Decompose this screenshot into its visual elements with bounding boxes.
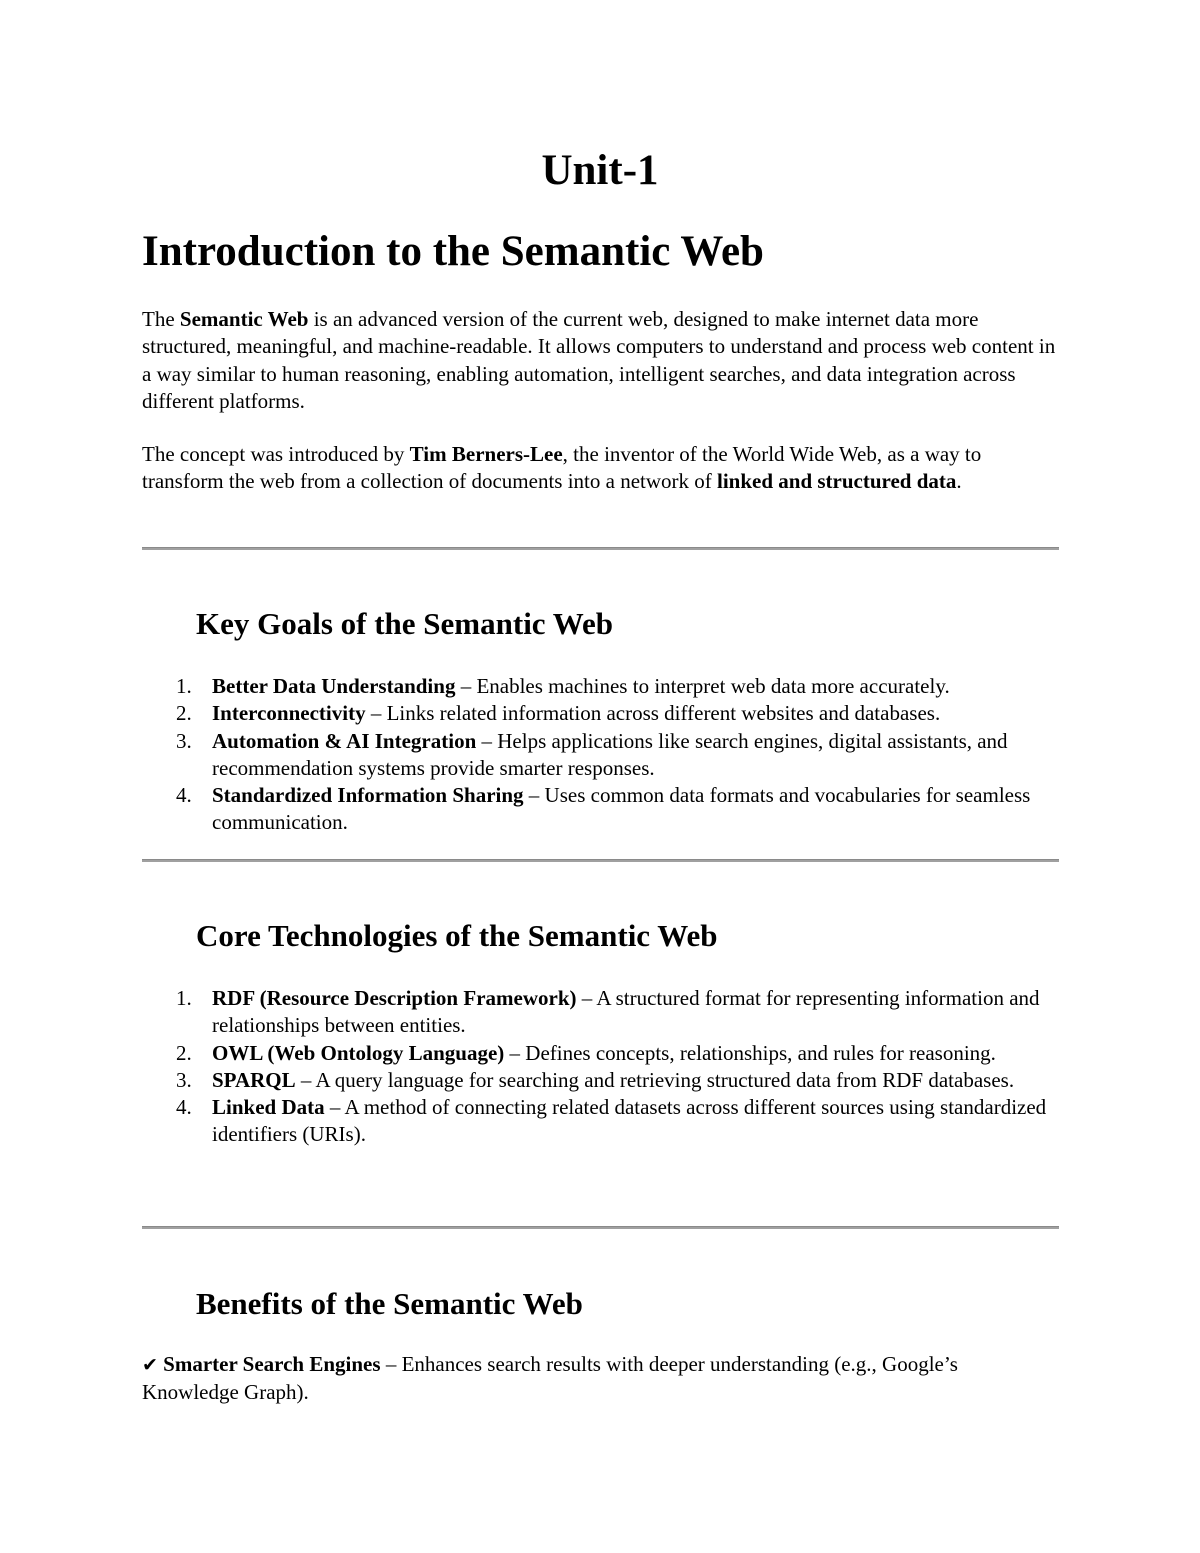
list-item bbox=[142, 1094, 1052, 1149]
intro-p2-bold-2: linked and structured data bbox=[717, 469, 957, 494]
list-item-term: RDF (Resource Description Framework) bbox=[212, 986, 577, 1010]
page-title: Introduction to the Semantic Web bbox=[142, 228, 764, 275]
intro-p1-post: is an advanced version of the current web, designed to make internet data more structured, meaningful, and machine-readable. It allows computers to understand and process web content in a way similar to human reasoning, enabling automation, intelligent searches, and data integration across different platforms. bbox=[142, 307, 1056, 413]
list-item-text: – A query language for searching and retrieving structured data from RDF databases. bbox=[295, 1067, 1015, 1092]
intro-p2-bold-1: Tim Berners-Lee bbox=[409, 442, 563, 466]
list-item-text: – A structured format for representing information and relationships between entities. bbox=[212, 986, 1040, 1038]
intro-paragraph-1 bbox=[142, 306, 1057, 415]
benefit-item bbox=[142, 1351, 1042, 1407]
list-item-term: Better Data Understanding bbox=[212, 674, 456, 698]
list-number: 3. bbox=[176, 728, 192, 753]
unit-title: Unit-1 bbox=[541, 147, 659, 194]
list-item-term: SPARQL bbox=[212, 1067, 296, 1092]
list-item bbox=[142, 700, 1052, 727]
list-item-text: – Links related information across different websites and databases. bbox=[365, 701, 941, 726]
list-item-term: Automation & AI Integration bbox=[212, 728, 477, 753]
list-item-text: – Enables machines to interpret web data more accurately. bbox=[455, 674, 950, 698]
list-number: 2. bbox=[176, 701, 192, 726]
list-number: 1. bbox=[176, 986, 192, 1010]
list-item-term: Linked Data bbox=[212, 1095, 325, 1120]
intro-p2-post: . bbox=[956, 469, 962, 494]
intro-p2-mid: , the inventor of the World Wide Web, as a way to transform the web from a collection of documents into a network of bbox=[142, 442, 982, 494]
list-item-text: – Helps applications like search engines, digital assistants, and recommendation systems provide smarter responses. bbox=[212, 728, 1008, 780]
list-item bbox=[142, 1040, 1052, 1067]
intro-p2-pre: The concept was introduced by bbox=[142, 442, 410, 466]
technologies-list bbox=[142, 985, 1052, 1149]
benefit-text: – Enhances search results with deeper understanding (e.g., Google’s Knowledge Graph). bbox=[142, 1352, 958, 1405]
list-item-text: – A method of connecting related datasets across different sources using standardized identifiers (URIs). bbox=[212, 1095, 1047, 1147]
list-number: 4. bbox=[176, 1095, 192, 1120]
list-number: 3. bbox=[176, 1067, 192, 1092]
list-item-term: Interconnectivity bbox=[212, 701, 366, 726]
horizontal-rule bbox=[142, 547, 1059, 550]
horizontal-rule bbox=[142, 859, 1059, 862]
horizontal-rule bbox=[142, 1226, 1059, 1229]
checkmark-icon: ✔ bbox=[142, 1354, 158, 1376]
list-number: 4. bbox=[176, 783, 192, 808]
intro-p1-pre: The bbox=[142, 307, 180, 331]
list-item bbox=[142, 985, 1052, 1040]
list-item-term: OWL (Web Ontology Language) bbox=[212, 1040, 505, 1065]
list-item bbox=[142, 782, 1052, 837]
benefit-term: Smarter Search Engines bbox=[163, 1352, 381, 1376]
goals-list bbox=[142, 673, 1052, 837]
section-title-benefits: Benefits of the Semantic Web bbox=[196, 1286, 583, 1321]
section-title-goals: Key Goals of the Semantic Web bbox=[196, 606, 614, 641]
list-number: 1. bbox=[176, 674, 192, 698]
section-title-technologies: Core Technologies of the Semantic Web bbox=[196, 918, 718, 953]
list-item bbox=[142, 673, 1052, 700]
list-item-text: – Uses common data formats and vocabularies for seamless communication. bbox=[212, 783, 1031, 835]
list-item bbox=[142, 728, 1052, 783]
list-item bbox=[142, 1067, 1052, 1094]
intro-paragraph-2 bbox=[142, 441, 1057, 496]
list-item-text: – Defines concepts, relationships, and rules for reasoning. bbox=[504, 1040, 996, 1065]
intro-p1-bold: Semantic Web bbox=[179, 307, 309, 331]
list-number: 2. bbox=[176, 1040, 192, 1065]
list-item-term: Standardized Information Sharing bbox=[212, 783, 524, 808]
